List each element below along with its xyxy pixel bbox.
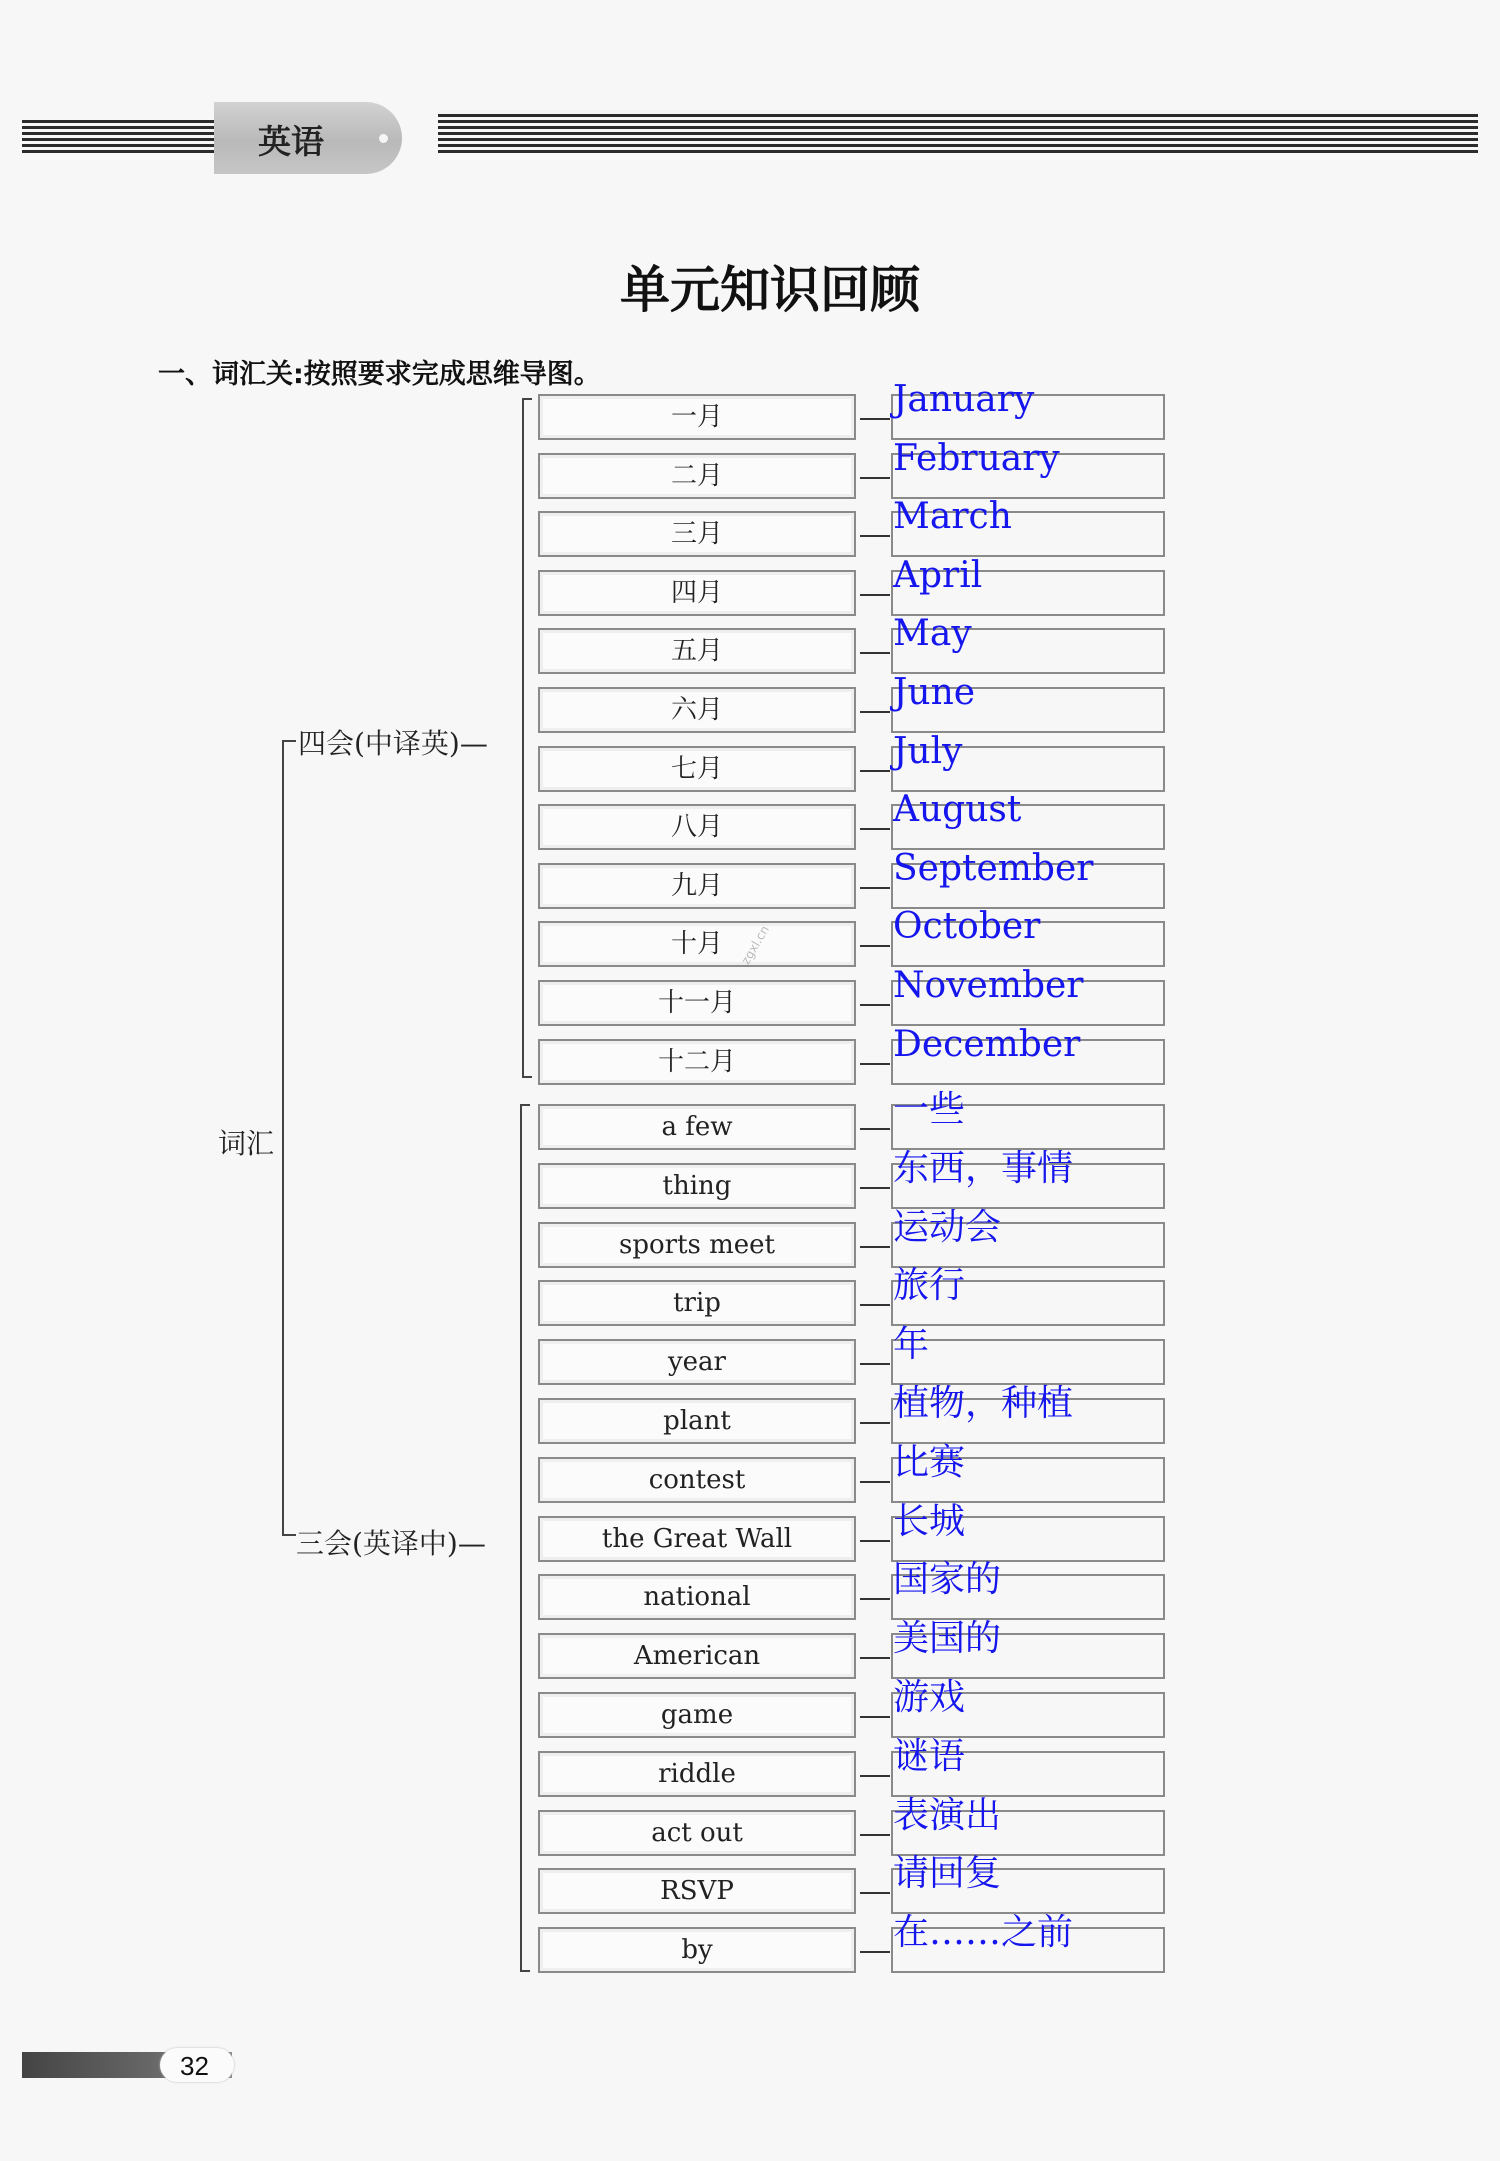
connector-dash <box>860 477 890 479</box>
prompt-box: 十一月 <box>538 980 856 1026</box>
prompt-box: the Great Wall <box>538 1516 856 1562</box>
page-number: 32 <box>180 2051 209 2081</box>
connector-dash <box>860 828 890 830</box>
answer-text: August <box>893 789 1022 830</box>
answer-text: March <box>893 496 1012 537</box>
watermark-text: zgxl.cn <box>738 923 772 967</box>
prompt-box: 四月 <box>538 570 856 616</box>
answer-text: 植物，种植 <box>893 1383 1074 1424</box>
connector-dash <box>860 418 890 420</box>
connector-dash <box>860 1063 890 1065</box>
answer-text: July <box>893 731 963 772</box>
connector-dash <box>860 1657 890 1659</box>
connector-dash <box>860 1481 890 1483</box>
connector-dash <box>860 1598 890 1600</box>
answer-text: 美国的 <box>893 1618 1002 1659</box>
header-rule-left <box>22 120 217 160</box>
prompt-box: thing <box>538 1163 856 1209</box>
answer-text: 请回复 <box>893 1853 1002 1894</box>
group-bottom-bracket <box>520 1104 530 1972</box>
answer-text: 旅行 <box>893 1265 966 1306</box>
branch-label-top: 四会(中译英)— <box>298 727 488 760</box>
connector-dash <box>860 770 890 772</box>
answer-text: 表演出 <box>893 1795 1002 1836</box>
connector-dash <box>860 1187 890 1189</box>
prompt-box: by <box>538 1927 856 1973</box>
header-rule-right <box>438 114 1478 154</box>
answer-text: December <box>893 1024 1081 1065</box>
connector-dash <box>860 887 890 889</box>
connector-dash <box>860 1246 890 1248</box>
connector-dash <box>860 1540 890 1542</box>
prompt-box: sports meet <box>538 1222 856 1268</box>
prompt-box: 五月 <box>538 628 856 674</box>
branch-label-bottom: 三会(英译中)— <box>296 1527 486 1560</box>
answer-text: June <box>893 672 976 713</box>
connector-dash <box>860 1716 890 1718</box>
prompt-box: a few <box>538 1104 856 1150</box>
group-top-bracket <box>522 398 532 1078</box>
prompt-box: 八月 <box>538 804 856 850</box>
connector-dash <box>860 1834 890 1836</box>
prompt-box: game <box>538 1692 856 1738</box>
connector-dash <box>860 1892 890 1894</box>
prompt-box: riddle <box>538 1751 856 1797</box>
answer-text: 国家的 <box>893 1559 1002 1600</box>
answer-text: April <box>893 555 983 596</box>
answer-text: November <box>893 965 1084 1006</box>
prompt-box: 一月 <box>538 394 856 440</box>
connector-dash <box>860 1422 890 1424</box>
connector-dash <box>860 652 890 654</box>
answer-text: May <box>893 613 972 654</box>
page-title: 单元知识回顾 <box>620 260 920 319</box>
connector-dash <box>860 711 890 713</box>
prompt-box: year <box>538 1339 856 1385</box>
prompt-box: act out <box>538 1810 856 1856</box>
prompt-box: 十二月 <box>538 1039 856 1085</box>
prompt-box: RSVP <box>538 1868 856 1914</box>
answer-text: 年 <box>893 1324 930 1365</box>
connector-dash <box>860 1128 890 1130</box>
answer-text: 在……之前 <box>893 1912 1074 1953</box>
answer-text: 谜语 <box>893 1736 966 1777</box>
connector-dash <box>860 1363 890 1365</box>
prompt-box: plant <box>538 1398 856 1444</box>
answer-text: 运动会 <box>893 1207 1002 1248</box>
connector-dash <box>860 945 890 947</box>
connector-dash <box>860 1951 890 1953</box>
prompt-box: 六月 <box>538 687 856 733</box>
prompt-box: 三月 <box>538 511 856 557</box>
subject-tab <box>214 102 402 174</box>
connector-dash <box>860 1775 890 1777</box>
prompt-box: contest <box>538 1457 856 1503</box>
answer-text: 一些 <box>893 1089 966 1130</box>
connector-dash <box>860 1304 890 1306</box>
prompt-box: American <box>538 1633 856 1679</box>
answer-text: January <box>893 379 1035 420</box>
prompt-box: trip <box>538 1280 856 1326</box>
prompt-box: 十月 <box>538 921 856 967</box>
connector-dash <box>860 594 890 596</box>
answer-text: September <box>893 848 1094 889</box>
tab-dot-icon <box>379 134 388 143</box>
prompt-box: 九月 <box>538 863 856 909</box>
subject-label: 英语 <box>258 122 324 161</box>
tree-main-bracket <box>282 740 296 1536</box>
answer-text: 长城 <box>893 1501 966 1542</box>
instruction-text: 一、词汇关:按照要求完成思维导图。 <box>158 359 601 390</box>
prompt-box: national <box>538 1574 856 1620</box>
prompt-box: 七月 <box>538 746 856 792</box>
prompt-box: 二月 <box>538 453 856 499</box>
answer-text: 比赛 <box>893 1442 966 1483</box>
connector-dash <box>860 1004 890 1006</box>
answer-text: October <box>893 906 1041 947</box>
connector-dash <box>860 535 890 537</box>
answer-text: 游戏 <box>893 1677 966 1718</box>
tree-root-label: 词汇 <box>218 1127 275 1160</box>
answer-text: 东西，事情 <box>893 1148 1074 1189</box>
answer-box[interactable] <box>891 1339 1165 1385</box>
answer-text: February <box>893 438 1060 479</box>
